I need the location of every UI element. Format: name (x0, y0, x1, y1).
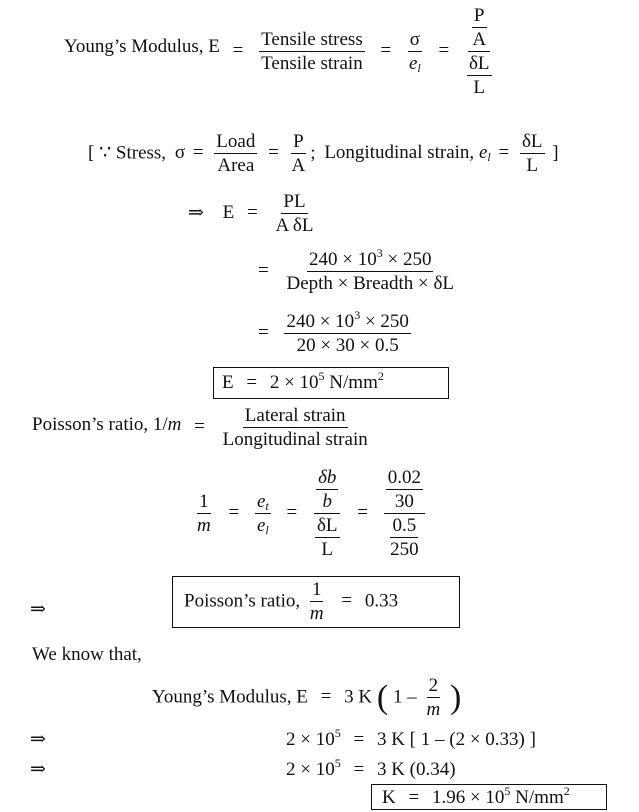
semicolon: ; (310, 142, 316, 164)
since-close-bracket: ] (552, 142, 559, 164)
bulk-step-1 (286, 726, 536, 750)
result-k (382, 784, 570, 808)
longitudinal-strain-text: Longitudinal strain (222, 428, 368, 450)
a-symbol: A (472, 28, 487, 50)
exponent: 5 (334, 726, 341, 740)
exponent: 5 (504, 784, 511, 798)
l-subscript: l (487, 150, 491, 165)
dl-over-l-fraction (465, 52, 494, 98)
two-over-m-fraction (424, 676, 442, 720)
poisson-label-text: Poisson’s ratio, (184, 590, 301, 612)
depth-breadth-text: Depth × Breadth × δL (286, 272, 455, 294)
l-subscript: l (417, 60, 421, 75)
p-over-a-fraction (290, 132, 308, 176)
longitudinal-strain-symbol (407, 52, 423, 74)
delta-l-symbol: δL (468, 52, 490, 74)
m-symbol: m (426, 698, 441, 720)
breadth-value: 30 (394, 490, 414, 512)
l-subscript: l (265, 522, 269, 537)
implies-arrow: ⇒ (30, 599, 46, 620)
load-over-area-fraction (214, 132, 257, 176)
delta-l-symbol: δL (316, 514, 338, 536)
et-symbol (255, 492, 271, 514)
numerator (284, 308, 410, 334)
equals-sign: = (194, 416, 205, 438)
poisson-arrow-line (30, 600, 46, 619)
area-text: Area (217, 154, 255, 176)
poisson-calculation (192, 468, 428, 560)
equals-sign: = (408, 787, 420, 808)
length-value: × 250 (360, 311, 409, 332)
equals-sign: = (232, 40, 244, 62)
exponent: 5 (334, 756, 341, 770)
e-symbol: e (256, 514, 266, 536)
l-symbol: L (473, 76, 486, 98)
three-k: 3 K (344, 686, 373, 708)
a-symbol: A (291, 154, 306, 176)
unit-exponent: 2 (377, 369, 384, 383)
one-over-m-fraction (195, 492, 213, 536)
equals-sign: = (192, 142, 204, 164)
bulk-rhs: 3 K (0.34) (376, 759, 456, 780)
numeric-fraction (284, 308, 410, 356)
tensile-stress-text: Tensile stress (261, 28, 363, 50)
open-paren: ( (376, 678, 389, 716)
e-lhs: E (222, 202, 235, 224)
dl-over-l-fraction (520, 132, 545, 176)
e-lhs: E (222, 372, 234, 393)
equals-sign: = (341, 590, 353, 612)
young-modulus-label: Young’s Modulus, E (64, 36, 220, 58)
load-text: Load (216, 131, 256, 152)
poisson-value: 0.33 (364, 590, 399, 612)
p-symbol: P (293, 131, 304, 152)
substitution-fraction (284, 246, 456, 294)
length-change-value: 0.5 (392, 514, 417, 536)
e-symbol: e (478, 142, 488, 164)
e-value: 2 × 10 (286, 729, 335, 750)
delta-l-symbol: δL (521, 131, 543, 152)
pl-text: PL (283, 191, 306, 212)
longitudinal-strain-label: Longitudinal strain, (324, 142, 475, 164)
equals-sign: = (268, 142, 279, 164)
sigma-over-el-fraction (407, 30, 423, 74)
equals-sign: = (357, 502, 368, 524)
denominator-values: 20 × 30 × 0.5 (296, 334, 399, 356)
length-value: × 250 (382, 249, 432, 270)
one-over-m-fraction (308, 580, 326, 624)
result-e (222, 369, 384, 393)
poisson-label-text: Poisson’s ratio, 1/ (32, 414, 168, 436)
bulk-rhs: 3 K [ 1 – (2 × 0.33) ] (376, 729, 536, 750)
equals-sign: = (498, 142, 510, 164)
exponent: 3 (376, 246, 383, 260)
m-symbol: m (197, 514, 211, 536)
stress-over-strain-fraction (259, 30, 365, 74)
numeric-compound-fraction (384, 468, 425, 560)
db-over-b (314, 468, 340, 514)
m-symbol: m (167, 414, 182, 436)
equals-sign: = (353, 729, 365, 750)
one-minus: 1 – (392, 686, 417, 708)
m-symbol: m (309, 602, 324, 624)
equals-sign: = (353, 759, 365, 780)
dl-over-l (313, 514, 342, 560)
poisson-definition (32, 406, 373, 450)
equals-sign: = (246, 372, 258, 393)
lateral-over-longitudinal-fraction (221, 406, 370, 450)
length-value: 250 (390, 538, 419, 560)
e-symbol: e (408, 52, 418, 74)
tensile-strain-text: Tensile strain (261, 52, 363, 74)
sigma-symbol: σ (174, 142, 186, 164)
load-value: 240 × 10 (309, 249, 377, 270)
el-symbol (479, 142, 491, 163)
equals-sign: = (380, 40, 392, 62)
a-delta-l-text: A δL (275, 214, 314, 236)
t-subscript: t (265, 498, 269, 513)
bulk-arrow-2: ⇒ (30, 759, 46, 780)
implies-arrow: ⇒ (188, 202, 204, 224)
bulk-arrow-1: ⇒ (30, 729, 46, 750)
e-value: 2 × 10 (269, 372, 319, 393)
k-lhs: K (382, 787, 396, 808)
equals-sign: = (320, 686, 332, 708)
close-paren: ) (449, 678, 462, 716)
lateral-strain-text: Lateral strain (244, 405, 346, 426)
two: 2 (428, 675, 439, 696)
e-value: 2 × 10 (286, 759, 335, 780)
exponent: 3 (354, 308, 361, 322)
unit-exponent: 2 (563, 784, 570, 798)
p-symbol: P (473, 5, 485, 26)
equals-sign: = (286, 502, 298, 524)
young-modulus-definition (64, 6, 497, 98)
equals-sign: = (247, 202, 258, 224)
compound-fraction (465, 6, 494, 98)
k-value: 1.96 × 10 (431, 787, 505, 808)
since-line (88, 132, 559, 176)
equals-sign: = (228, 502, 240, 524)
equals-sign: = (438, 40, 450, 62)
symbolic-compound-fraction (313, 468, 342, 560)
longitudinal-values (386, 514, 423, 560)
equals-sign: = (258, 322, 269, 344)
one: 1 (199, 490, 209, 512)
e-symbol: e (256, 490, 266, 512)
step-substitution (250, 246, 459, 294)
step-e-pl (188, 192, 318, 236)
sigma-symbol: σ (409, 28, 420, 50)
we-know-text: We know that, (32, 644, 142, 665)
exponent: 5 (318, 369, 325, 383)
delta-b-symbol: δb (318, 467, 337, 488)
young-modulus-label: Young’s Modulus, E (152, 686, 308, 708)
result-poisson (184, 580, 398, 624)
bulk-step-2 (286, 756, 456, 780)
step-numbers (250, 308, 414, 356)
lateral-values (384, 468, 425, 514)
et-over-el-fraction (255, 492, 271, 536)
bulk-relation (152, 676, 461, 720)
pl-over-adl-fraction (274, 192, 316, 236)
unit-text: N/mm (324, 372, 378, 393)
poisson-label (32, 414, 181, 435)
equals-sign: = (258, 260, 269, 282)
b-symbol: b (322, 490, 332, 512)
numerator (307, 246, 433, 272)
one: 1 (311, 579, 322, 600)
l-symbol: L (321, 538, 334, 560)
p-over-a-fraction (468, 6, 490, 52)
since-open-bracket: [ ∵ Stress, (88, 142, 167, 164)
lateral-change-value: 0.02 (387, 467, 421, 488)
unit-text: N/mm (510, 787, 564, 808)
load-value: 240 × 10 (286, 311, 355, 332)
l-symbol: L (526, 154, 539, 176)
el-symbol (255, 514, 271, 536)
